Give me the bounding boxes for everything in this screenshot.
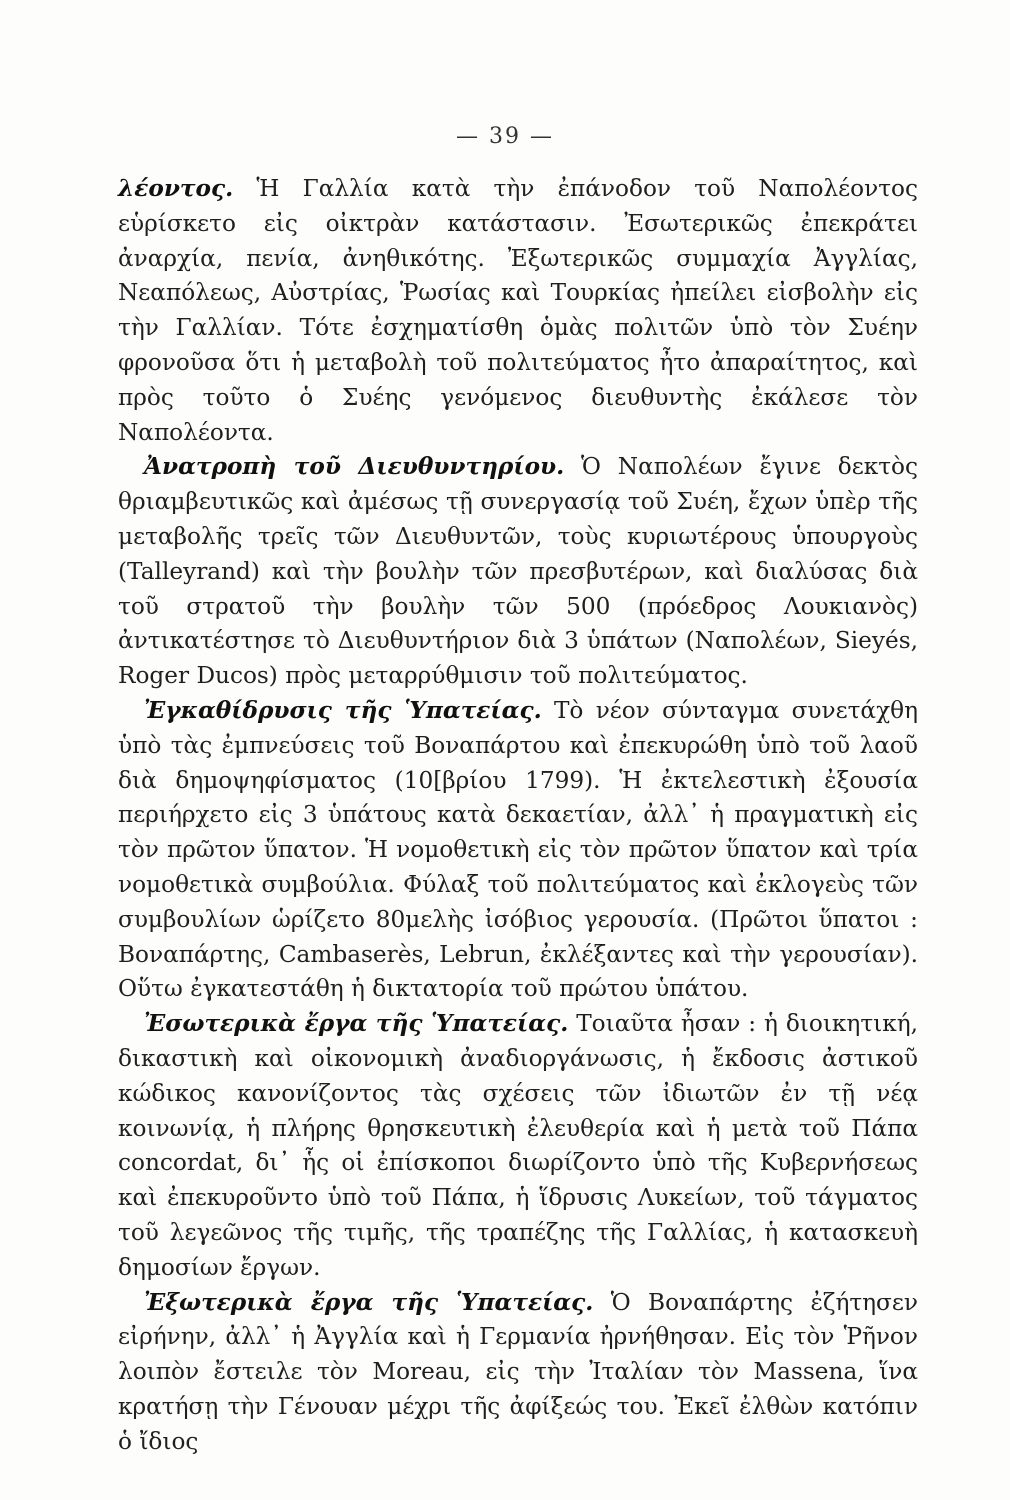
paragraph-heading: Ἐξωτερικὰ ἔργα τῆς Ὑπατείας. (144, 1288, 594, 1316)
page-number: — 39 — (456, 124, 554, 149)
paragraph-heading: Ἐσωτερικὰ ἔργα τῆς Ὑπατείας. (144, 1010, 569, 1038)
paragraph-body: Τοιαῦτα ἦσαν : ἡ διοικητική, δικαστικὴ καὶ οἰκονομικὴ ἀναδιοργάνωσις, ἡ ἔκδοσις ἀστικοῦ κώδικος κανονίζοντος τὰς σχέσεις τῶν ἰδιωτῶν ἐν τῇ νέᾳ κοινωνίᾳ, ἡ πλήρης θρησκευτικὴ ἐλευθερία καὶ ἡ μετὰ τοῦ Πάπα concordat, δι᾽ ἧς οἱ ἐπίσκοποι διωρίζοντο ὑπὸ τῆς Κυβερνήσεως καὶ ἐπεκυροῦντο ὑπὸ τοῦ Πάπα, ἡ ἵδρυσις Λυκείων, τοῦ τάγματος τοῦ λεγεῶνος τῆς τιμῆς, τῆς τραπέζης τῆς Γαλλίας, ἡ κατασκευὴ δημοσίων ἔργων. (118, 1010, 918, 1281)
paragraph-heading: Ἐγκαθίδρυσις τῆς Ὑπατείας. (144, 696, 542, 724)
paragraph-external-works (118, 1286, 918, 1460)
paragraph-consulate-establishment (118, 694, 918, 1007)
paragraph-body: Ὁ Βοναπάρτης ἐζήτησεν εἰρήνην, ἀλλ᾽ ἡ Ἀγγλία καὶ ἡ Γερμανία ἠρνήθησαν. Εἰς τὸν Ῥῆνον λοιπὸν ἔστειλε τὸν Moreau, εἰς τὴν Ἰταλίαν τὸν Massena, ἵνα κρατήσῃ τὴν Γένουαν μέχρι τῆς ἀφίξεώς του. Ἐκεῖ ἐλθὼν κατόπιν ὁ ἴδιος (118, 1288, 918, 1455)
paragraph-body: Ἡ Γαλλία κατὰ τὴν ἐπάνοδον τοῦ Ναπολέοντος εὑρίσκετο εἰς οἰκτρὰν κατάστασιν. Ἐσωτερικῶς ἐπεκράτει ἀναρχία, πενία, ἀνηθικότης. Ἐξωτερικῶς συμμαχία Ἀγγλίας, Νεαπόλεως, Αὐστρίας, Ῥωσίας καὶ Τουρκίας ἠπείλει εἰσβολὴν εἰς τὴν Γαλλίαν. Τότε ἐσχηματίσθη ὁμὰς πολιτῶν ὑπὸ τὸν Συέην φρονοῦσα ὅτι ἡ μεταβολὴ τοῦ πολιτεύματος ἦτο ἀπαραίτητος, καὶ πρὸς τοῦτο ὁ Συέης γενόμενος διευθυντὴς ἐκάλεσε τὸν Ναπολέοντα. (118, 175, 918, 446)
paragraph-napoleon-return (118, 172, 918, 450)
paragraph-directory-overthrow (118, 450, 918, 694)
paragraph-body: Ὁ Ναπολέων ἔγινε δεκτὸς θριαμβευτικῶς καὶ ἀμέσως τῇ συνεργασίᾳ τοῦ Συέη, ἔχων ὑπὲρ τῆς μεταβολῆς τρεῖς τῶν Διευθυντῶν, τοὺς κυριωτέρους ὑπουργοὺς (Talleyrand) καὶ τὴν βουλὴν τῶν πρεσβυτέρων, καὶ διαλύσας διὰ τοῦ στρατοῦ τὴν βουλὴν τῶν 500 (πρόεδρος Λουκιανὸς) ἀντικατέστησε τὸ Διευθυντήριον διὰ 3 ὑπάτων (Ναπολέων, Sieyés, Roger Ducos) πρὸς μεταρρύθμισιν τοῦ πολιτεύματος. (118, 453, 919, 690)
paragraph-heading: Ἀνατροπὴ τοῦ Διευθυντηρίου. (144, 453, 565, 481)
text-block (118, 172, 918, 1459)
paragraph-body: Τὸ νέον σύνταγμα συνετάχθη ὑπὸ τὰς ἐμπνεύσεις τοῦ Βοναπάρτου καὶ ἐπεκυρώθη ὑπὸ τοῦ λαοῦ διὰ δημοψηφίσματος (10[βρίου 1799). Ἡ ἐκτελεστικὴ ἐξουσία περιήρχετο εἰς 3 ὑπάτους κατὰ δεκαετίαν, ἀλλ᾽ ἡ πραγματικὴ εἰς τὸν πρῶτον ὕπατον. Ἡ νομοθετικὴ εἰς τὸν πρῶτον ὕπατον καὶ τρία νομοθετικὰ συμβούλια. Φύλαξ τοῦ πολιτεύματος καὶ ἐκλογεὺς τῶν συμβουλίων ὡρίζετο 80μελὴς ἰσόβιος γερουσία. (Πρῶτοι ὕπατοι : Βοναπάρτης, Cambaserès, Lebrun, ἐκλέξαντες καὶ τὴν γερουσίαν). Οὕτω ἐγκατεστάθη ἡ δικτατορία τοῦ πρώτου ὑπάτου. (118, 696, 918, 1003)
paragraph-internal-works (118, 1007, 918, 1285)
paragraph-heading: λέοντος. (118, 175, 234, 202)
